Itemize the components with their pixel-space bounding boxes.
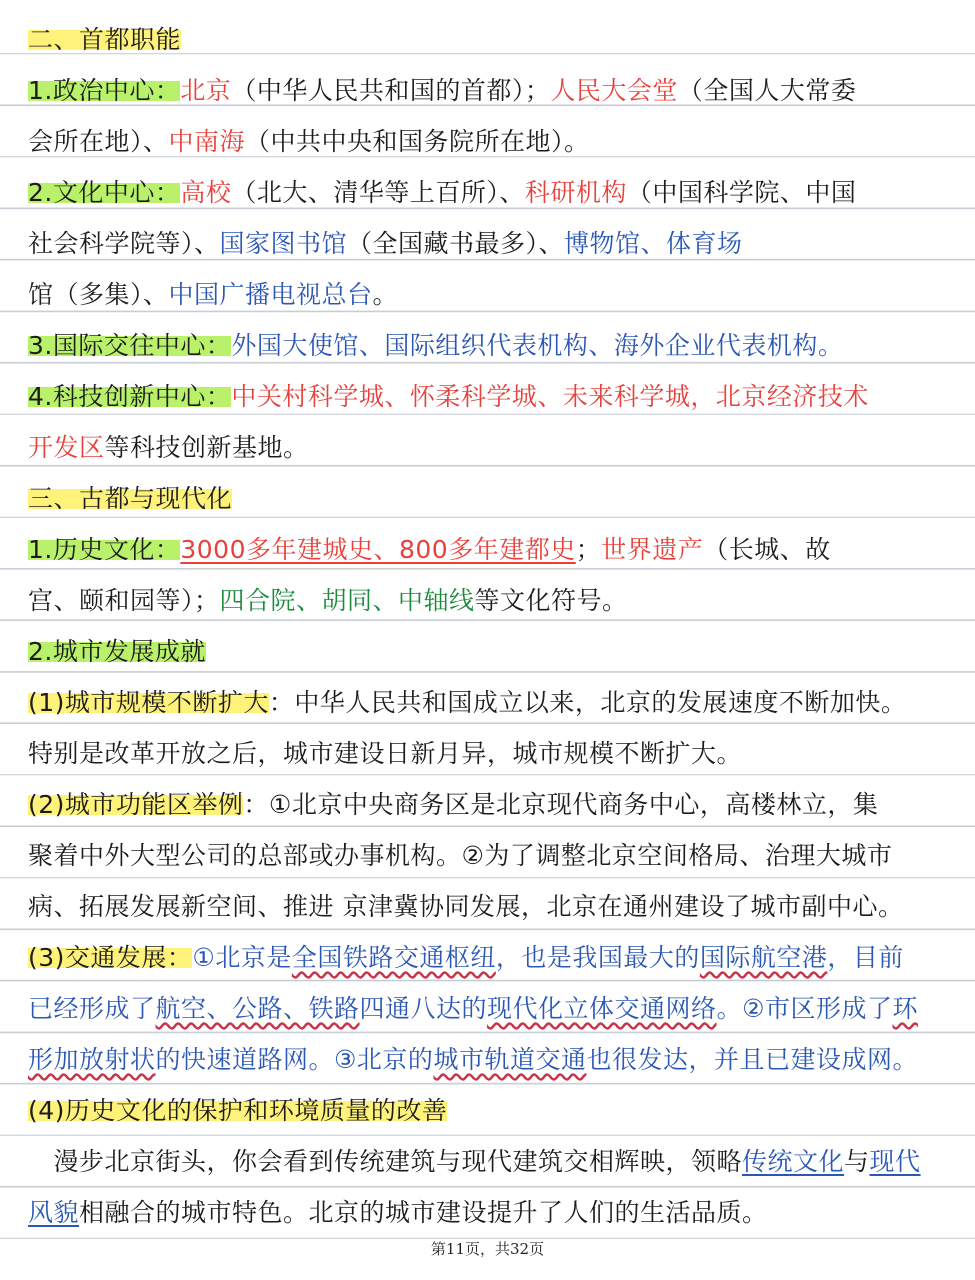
city-scale-label: (1)城市规模不断扩大 [28, 688, 269, 717]
heritage-note-start: （长城、故 [703, 535, 831, 564]
airport-hub-term: 国际航空港 [699, 943, 828, 972]
international-center-label: 3.国际交往中心： [28, 331, 232, 360]
national-library-term: 国家图书馆 [219, 229, 348, 258]
library-note: （全国藏书最多）、 [347, 229, 565, 258]
cultural-center-line-3 [28, 269, 953, 321]
page-number: 第11页，共32页 [430, 1240, 545, 1258]
section-3-heading [28, 473, 953, 525]
history-culture-line-1 [28, 524, 953, 576]
development-zone-term: 开发区 [28, 433, 105, 462]
transport-label: (3)交通发展： [28, 943, 193, 972]
transport-text-j: 。②市区形成了 [716, 994, 893, 1023]
heritage-note-end: 宫、颐和园等）； [28, 586, 220, 615]
science-cities-term: 中关村科学城、怀柔科学城、未来科学城，北京经济技术 [231, 382, 869, 411]
transport-text-m: 的快速道路网。③北京的 [155, 1045, 434, 1074]
ring-term-start: 环 [892, 994, 918, 1023]
great-hall-note-end: 会所在地）、 [28, 127, 169, 156]
modern-term-end: 风貌 [28, 1198, 80, 1227]
traditional-culture-term: 传统文化 [742, 1147, 845, 1176]
functional-zone-text-3: 病、拓展发展新空间、推进 京津冀协同发展，北京在通州建设了城市副中心。 [28, 892, 904, 921]
political-center-label: 1.政治中心： [28, 76, 181, 105]
cultural-end: 。 [372, 280, 399, 309]
zhongnanhai-note: （中共中央和国务院所在地）。 [245, 127, 590, 156]
research-note-end: 社会科学院等）、 [28, 229, 220, 258]
preservation-text-c: 与 [844, 1147, 870, 1176]
cctv-term: 中国广播电视总台 [168, 280, 373, 309]
section-2-heading [28, 14, 953, 66]
functional-zone-line-2 [28, 830, 953, 882]
museums-note: 馆（多集）、 [28, 280, 169, 309]
transport-text-f: 已经形成了 [28, 994, 156, 1023]
cultural-center-line-1 [28, 167, 953, 219]
cultural-center-line-2 [28, 218, 953, 270]
city-history-term: 3000多年建城史、800多年建都史 [180, 535, 576, 564]
tech-center-line-1 [28, 371, 953, 423]
universities-term: 高校 [180, 178, 232, 207]
transport-network-term: 现代化立体交通网络 [487, 994, 717, 1023]
research-institutes-term: 科研机构 [524, 178, 627, 207]
tech-note: 等科技创新基地。 [104, 433, 309, 462]
universities-note: （北大、清华等上百所）、 [231, 178, 525, 207]
political-center-line-2 [28, 116, 953, 168]
embassies-term: 外国大使馆、国际组织代表机构、海外企业代表机构。 [231, 331, 844, 360]
history-culture-line-2 [28, 575, 953, 627]
preservation-heading-line [28, 1085, 953, 1137]
transport-line-2 [28, 983, 953, 1035]
zhongnanhai-term: 中南海 [168, 127, 246, 156]
city-scale-line-1 [28, 677, 953, 729]
section-3-title: 三、古都与现代化 [28, 484, 233, 513]
functional-zone-label: (2)城市功能区举例 [28, 790, 244, 819]
research-note-start: （中国科学院、中国 [626, 178, 857, 207]
development-title: 2.城市发展成就 [28, 637, 206, 666]
section-2-title: 二、首都职能 [28, 25, 182, 54]
tech-center-label: 4.科技创新中心： [28, 382, 232, 411]
preservation-label: (4)历史文化的保护和环境质量的改善 [28, 1096, 448, 1125]
transport-text-h: 四通八达的 [359, 994, 488, 1023]
transport-text-a: ①北京是 [192, 943, 292, 972]
modern-term-start: 现代 [869, 1147, 921, 1176]
history-sep: ； [575, 535, 602, 564]
transport-text-e: ，目前 [827, 943, 904, 972]
transport-text-o: 也很发达，并且已建设成网。 [586, 1045, 918, 1074]
functional-zone-line-1 [28, 779, 953, 831]
transport-line-3 [28, 1034, 953, 1086]
great-hall-term: 人民大会堂 [550, 76, 678, 105]
cultural-symbols-term: 四合院、胡同、中轴线 [219, 586, 475, 615]
preservation-line-2 [28, 1187, 953, 1239]
railway-hub-term: 全国铁路交通枢纽 [291, 943, 496, 972]
functional-zone-line-3 [28, 881, 953, 933]
preservation-line-1 [28, 1136, 953, 1188]
functional-zone-text-2: 聚着中外大型公司的总部或办事机构。②为了调整北京空间格局、治理大城市 [28, 841, 893, 870]
preservation-text-f: 相融合的城市特色。北京的城市建设提升了人们的生活品质。 [79, 1198, 768, 1227]
history-culture-label: 1.历史文化： [28, 535, 181, 564]
capital-note: （中华人民共和国的首都）； [231, 76, 551, 105]
city-scale-text-2: 特别是改革开放之后，城市建设日新月异，城市规模不断扩大。 [28, 739, 743, 768]
transport-line-1 [28, 932, 953, 984]
development-heading [28, 626, 953, 678]
preservation-text-a: 漫步北京街头，你会看到传统建筑与现代建筑交相辉映，领略 [28, 1147, 743, 1176]
functional-zone-text-1: ：①北京中央商务区是北京现代商务中心，高楼林立，集 [243, 790, 879, 819]
rail-transit-term: 城市轨道交通 [433, 1045, 587, 1074]
transport-modes-term: 航空、公路、铁路 [155, 994, 360, 1023]
international-center-line [28, 320, 953, 372]
cultural-center-label: 2.文化中心： [28, 178, 181, 207]
symbols-note: 等文化符号。 [474, 586, 628, 615]
political-center-line-1 [28, 65, 953, 117]
transport-text-c: ，也是我国最大的 [495, 943, 700, 972]
city-scale-text-1: ：中华人民共和国成立以来，北京的发展速度不断加快。 [268, 688, 907, 717]
city-scale-line-2 [28, 728, 953, 780]
world-heritage-term: 世界遗产 [601, 535, 704, 564]
museums-stadiums-term: 博物馆、体育场 [564, 229, 743, 258]
ring-term-end: 形加放射状 [28, 1045, 156, 1074]
beijing-term: 北京 [180, 76, 232, 105]
great-hall-note-start: （全国人大常委 [677, 76, 857, 105]
tech-center-line-2 [28, 422, 953, 474]
